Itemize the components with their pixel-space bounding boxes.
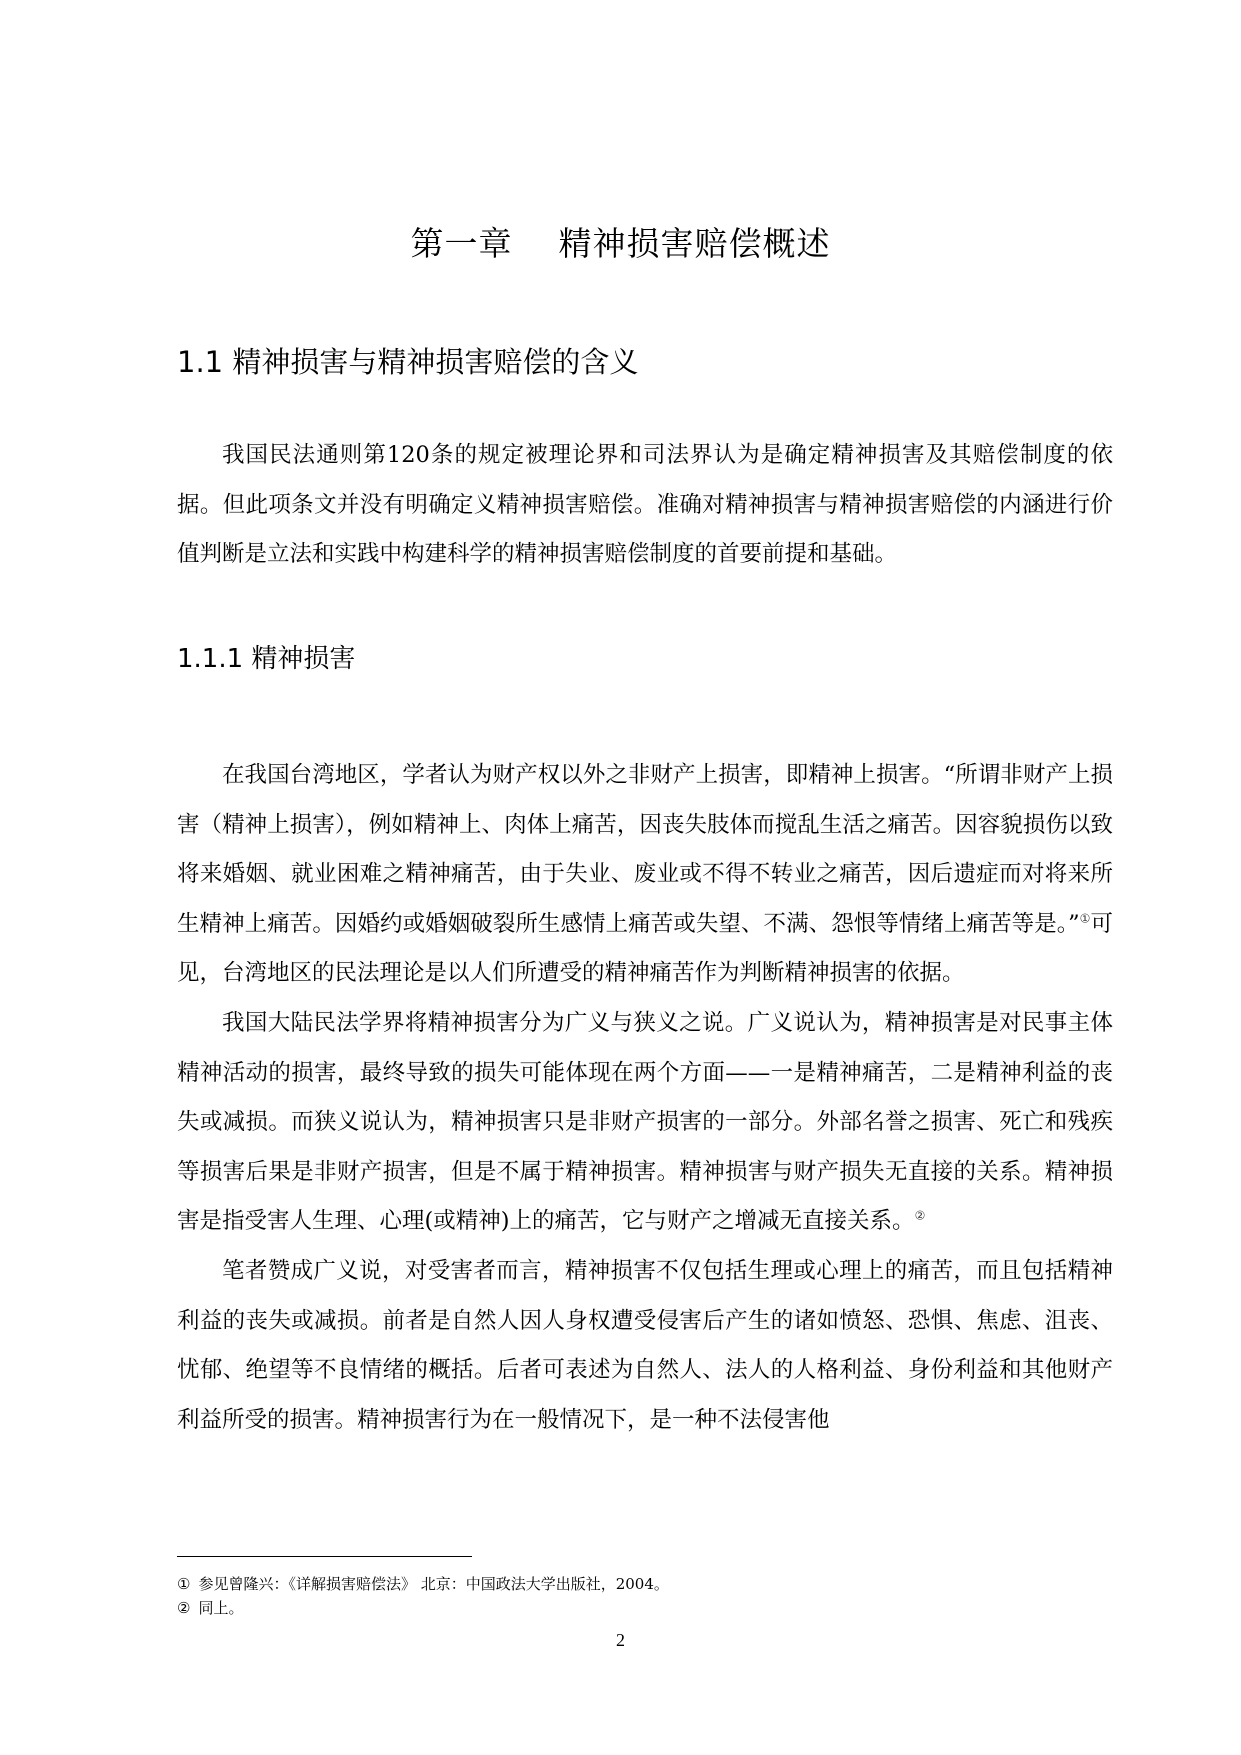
chapter-title-text: 精神损害赔偿概述 xyxy=(558,224,831,263)
footnote-text: 同上。 xyxy=(198,1599,244,1617)
paragraph xyxy=(177,751,1113,999)
footnote-ref-2[interactable]: ② xyxy=(914,1208,926,1223)
chapter-number: 第一章 xyxy=(410,224,513,263)
section-heading-1-1: 1.1 精神损害与精神损害赔偿的含义 xyxy=(177,345,639,379)
footnote-text: 参见曾隆兴：《详解损害赔偿法》 北京：中国政法大学出版社，2004。 xyxy=(198,1575,669,1593)
footnote-2 xyxy=(177,1596,1113,1620)
paragraph-text: 在我国台湾地区，学者认为财产权以外之非财产上损害，即精神上损害。“所谓非财产上损害（精神上损害），例如精神上、肉体上痛苦，因丧失肢体而搅乱生活之痛苦。因容貌损伤以致将来婚姻、就业困难之精神痛苦，由于失业、废业或不得不转业之痛苦，因后遗症而对将来所生精神上痛苦。因婚约或婚姻破裂所生感情上痛苦或失望、不满、怨恨等情绪上痛苦等是。” xyxy=(177,762,1113,937)
section-1-1-body xyxy=(177,431,1113,580)
footnote-ref-1[interactable]: ① xyxy=(1079,911,1091,926)
footnotes xyxy=(177,1572,1113,1620)
paragraph-text: 可见，台湾地区的民法理论是以人们所遭受的精神痛苦作为判断精神损害的依据。 xyxy=(177,910,1113,987)
paragraph: 笔者赞成广义说，对受害者而言，精神损害不仅包括生理或心理上的痛苦，而且包括精神利益的丧失或减损。前者是自然人因人身权遭受侵害后产生的诸如愤怒、恐惧、焦虑、沮丧、忧郁、绝望等不良情绪的概括。后者可表述为自然人、法人的人格利益、身份利益和其他财产利益所受的损害。精神损害行为在一般情况下，是一种不法侵害他 xyxy=(177,1257,1113,1433)
chapter-title xyxy=(0,222,1241,266)
paragraph-text: 我国大陆民法学界将精神损害分为广义与狭义之说。广义说认为，精神损害是对民事主体精神活动的损害，最终导致的损失可能体现在两个方面——一是精神痛苦，二是精神利益的丧失或减损。而狭义说认为，精神损害只是非财产损害的一部分。外部名誉之损害、死亡和残疾等损害后果是非财产损害，但是不属于精神损害。精神损害与财产损失无直接的关系。精神损害是指受害人生理、心理(或精神)上的痛苦，它与财产之增减无直接关系。 xyxy=(177,1009,1113,1235)
paragraph xyxy=(177,999,1113,1247)
paragraph: 我国民法通则第120条的规定被理论界和司法界认为是确定精神损害及其赔偿制度的依据。但此项条文并没有明确定义精神损害赔偿。准确对精神损害与精神损害赔偿的内涵进行价值判断是立法和实践中构建科学的精神损害赔偿制度的首要前提和基础。 xyxy=(177,442,1113,568)
section-heading-1-1-1: 1.1.1 精神损害 xyxy=(177,644,356,674)
footnote-1 xyxy=(177,1572,1113,1596)
footnote-mark: ② xyxy=(177,1599,191,1617)
footnote-divider xyxy=(177,1556,472,1557)
section-1-1-1-body xyxy=(177,751,1113,1445)
page-number: 2 xyxy=(616,1630,625,1650)
footnote-mark: ① xyxy=(177,1575,191,1593)
